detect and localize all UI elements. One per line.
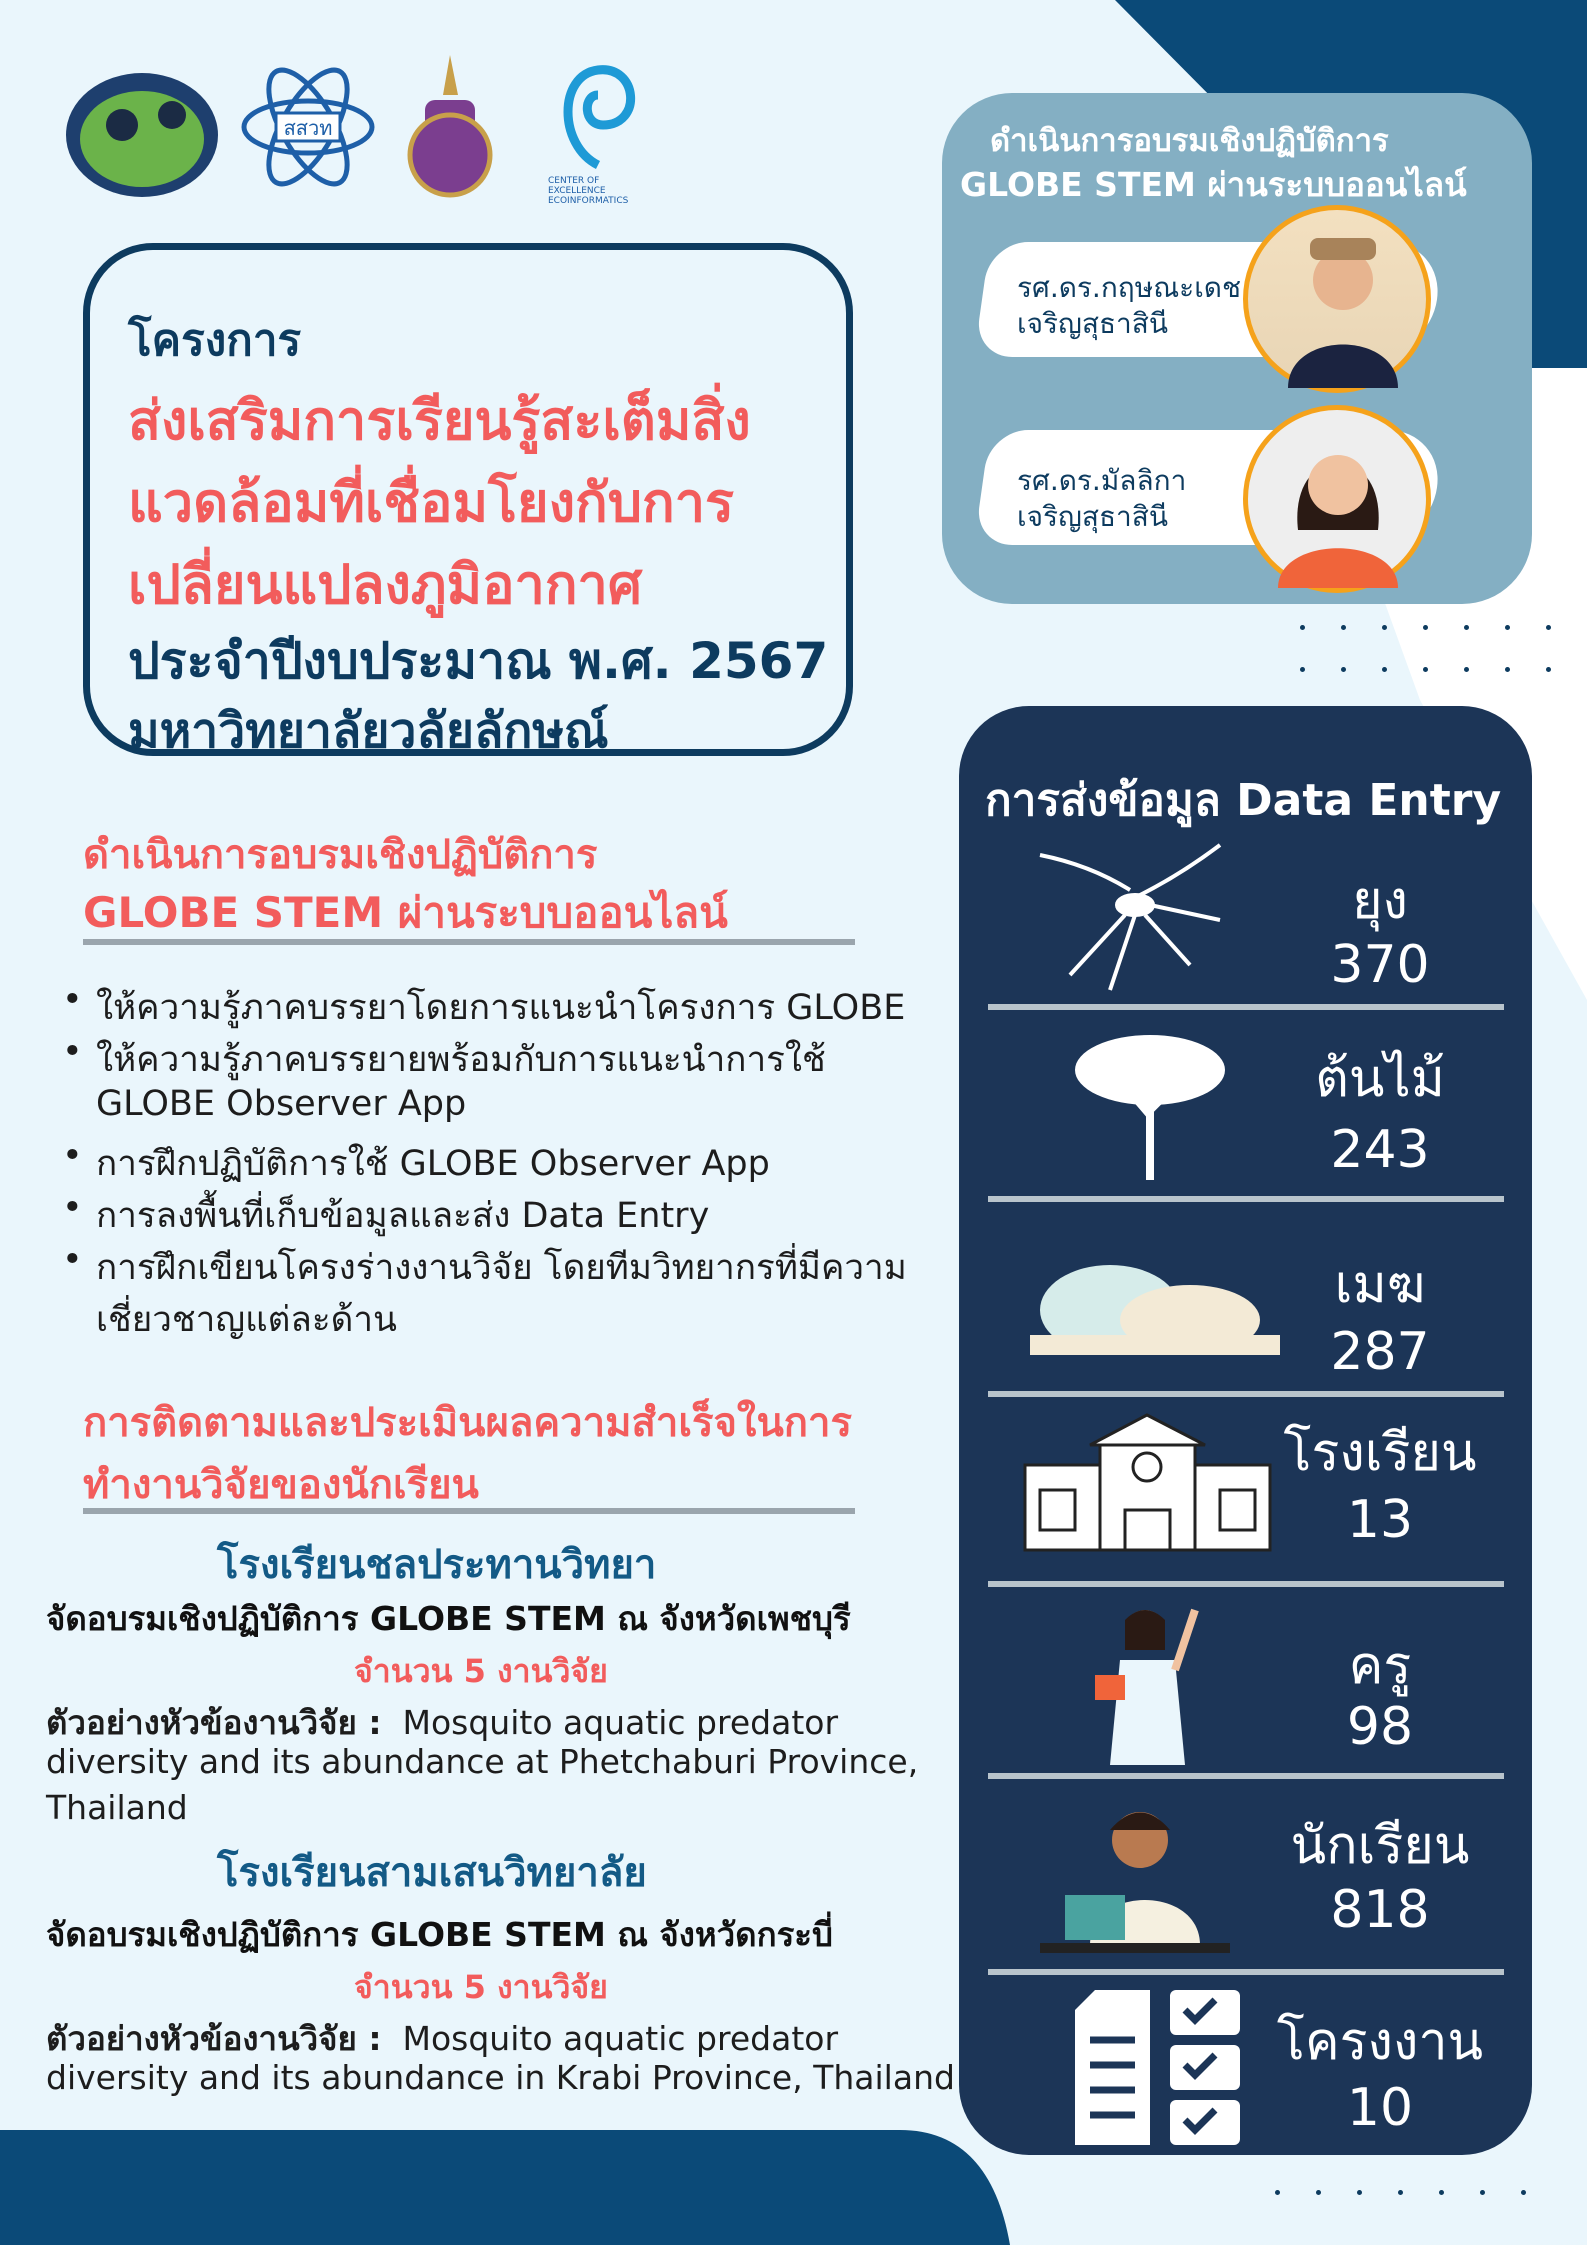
bullet-continuation: GLOBE Observer App [96, 1084, 467, 1124]
speaker-name-line: รศ.ดร.มัลลิกา [1017, 464, 1187, 497]
example-text: diversity and its abundance at Phetchaburi Province, [46, 1742, 919, 1781]
speakers-panel-title: ดำเนินการอบรมเชิงปฏิบัติการ [990, 123, 1389, 159]
followup-heading: ทำงานวิจัยของนักเรียน [83, 1462, 479, 1508]
training-bullet [62, 1136, 770, 1191]
project-title-line: แวดล้อมที่เชื่อมโยงกับการ [128, 471, 735, 534]
student-icon [1040, 1795, 1230, 1955]
data-item-value: 287 [1330, 1322, 1430, 1382]
training-bullet [62, 1032, 826, 1087]
example-text: Mosquito aquatic predator [402, 2019, 839, 2058]
example-label: ตัวอย่างหัวข้องานวิจัย : [46, 2019, 382, 2058]
bullet-text: ให้ความรู้ภาคบรรยาโดยการแนะนำโครงการ GLOBE [96, 988, 906, 1028]
project-label: โครงการ [128, 315, 302, 366]
divider [988, 1391, 1504, 1397]
divider [988, 1773, 1504, 1779]
divider [988, 1004, 1504, 1010]
data-item-label: ยุง [1352, 871, 1408, 931]
data-item-value: 98 [1346, 1697, 1414, 1757]
research-count: จำนวน 5 งานวิจัย [354, 1652, 608, 1690]
ecoinformatics-logo [548, 55, 648, 206]
school-name: โรงเรียนชลประทานวิทยา [217, 1542, 657, 1588]
training-bullet [62, 1188, 709, 1243]
data-item-label: โครงงาน [1276, 2012, 1484, 2072]
example-label: ตัวอย่างหัวข้องานวิจัย : [46, 1703, 382, 1742]
svg-text:ECOINFORMATICS: ECOINFORMATICS [548, 196, 629, 206]
training-heading: GLOBE STEM ผ่านระบบออนไลน์ [83, 888, 728, 937]
data-entry-title: การส่งข้อมูล Data Entry [985, 775, 1502, 826]
training-heading: ดำเนินการอบรมเชิงปฏิบัติการ [83, 832, 598, 878]
university-name: มหาวิทยาลัยวลัยลักษณ์ [128, 703, 609, 759]
followup-heading: การติดตามและประเมินผลความสำเร็จในการ [83, 1400, 852, 1446]
speaker-photo [1243, 405, 1431, 593]
data-item-value: 370 [1330, 935, 1430, 995]
data-item-value: 10 [1346, 2078, 1414, 2138]
tree-icon [1070, 1020, 1230, 1180]
svg-text:CENTER OF: CENTER OF [548, 176, 600, 186]
ipst-logo [238, 55, 378, 200]
speaker-name-line: เจริญสุธาสินี [1017, 500, 1169, 533]
bullet-text: การลงพื้นที่เก็บข้อมูลและส่ง Data Entry [96, 1196, 710, 1236]
mosquito-icon [1030, 835, 1230, 995]
example-text: Thailand [46, 1788, 188, 1827]
decorative-dots [1275, 2190, 1562, 2195]
bullet-text: การฝึกปฏิบัติการใช้ GLOBE Observer App [96, 1144, 770, 1184]
data-item-label: ครู [1348, 1636, 1412, 1696]
data-item-label: เมฆ [1334, 1255, 1426, 1315]
project-title-line: ส่งเสริมการเรียนรู้สะเต็มสิ่ง [128, 389, 751, 452]
bullet-text: ให้ความรู้ภาคบรรยายพร้อมกับการแนะนำการใช้ [96, 1040, 826, 1080]
data-item-label: ต้นไม้ [1315, 1049, 1445, 1109]
training-bullet [62, 1240, 907, 1295]
project-year: ประจำปีงบประมาณ พ.ศ. 2567 [128, 632, 829, 690]
data-item-label: โรงเรียน [1283, 1423, 1477, 1483]
speaker-name-line: รศ.ดร.กฤษณะเดช [1017, 271, 1241, 304]
project-title-line: เปลี่ยนแปลงภูมิอากาศ [128, 553, 643, 616]
divider [988, 1196, 1504, 1202]
example-text: Mosquito aquatic predator [402, 1703, 839, 1742]
decorative-dots [1300, 625, 1587, 672]
research-count: จำนวน 5 งานวิจัย [354, 1968, 608, 2006]
divider [83, 939, 855, 945]
speaker-photo [1243, 205, 1431, 393]
checklist-icon [1075, 1990, 1240, 2145]
data-item-label: นักเรียน [1290, 1816, 1470, 1876]
divider [83, 1508, 855, 1514]
divider [988, 1581, 1504, 1587]
speakers-panel-title: GLOBE STEM ผ่านระบบออนไลน์ [960, 165, 1467, 204]
walailak-logo [403, 55, 498, 200]
teacher-icon [1090, 1600, 1205, 1765]
speaker-name [1017, 270, 1241, 342]
svg-text:EXCELLENCE: EXCELLENCE [548, 186, 606, 196]
school-event: จัดอบรมเชิงปฏิบัติการ GLOBE STEM ณ จังหวัดเพชบุรี [46, 1599, 851, 1638]
data-item-value: 13 [1346, 1490, 1414, 1550]
school-name: โรงเรียนสามเสนวิทยาลัย [217, 1850, 647, 1896]
bullet-text: การฝึกเขียนโครงร่างงานวิจัย โดยทีมวิทยากรที่มีความ [96, 1248, 907, 1288]
speaker-name-line: เจริญสุธาสินี [1017, 307, 1169, 340]
svg-text:สสวท: สสวท [283, 116, 333, 140]
globe-logo [62, 55, 222, 200]
bullet-continuation: เชี่ยวชาญแต่ละด้าน [96, 1300, 397, 1340]
school-event: จัดอบรมเชิงปฏิบัติการ GLOBE STEM ณ จังหวัดกระบี่ [46, 1915, 833, 1954]
divider [988, 1969, 1504, 1975]
data-item-value: 243 [1330, 1120, 1430, 1180]
speaker-name [1017, 463, 1186, 535]
data-item-value: 818 [1330, 1880, 1430, 1940]
training-bullet [62, 980, 905, 1035]
example-text: diversity and its abundance in Krabi Province, Thailand [46, 2058, 955, 2097]
